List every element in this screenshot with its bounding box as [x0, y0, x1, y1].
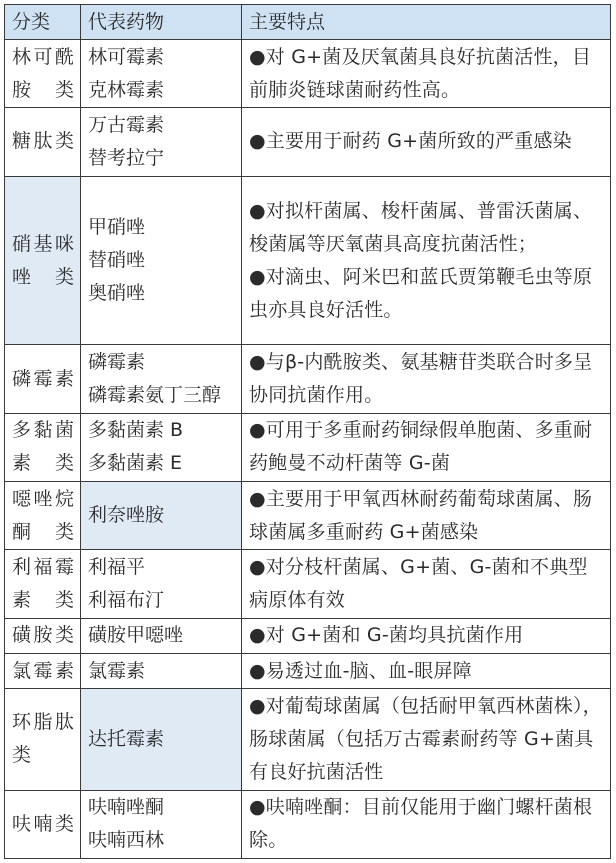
antibiotic-classes-table [4, 4, 611, 859]
feature-text: ●与β-内酰胺类、氨基糖苷类联合时多呈协同抗菌作用。 [249, 351, 593, 407]
table-row [5, 345, 611, 413]
drug-name: 磷霉素 [88, 351, 146, 374]
feature-text: ●呋喃唑酮：目前仅能用于幽门螺杆菌根除。 [249, 796, 593, 852]
feature-text: ●对分枝杆菌属、G+菌、G-菌和不典型病原体有效 [249, 556, 588, 612]
drug-name: 万古霉素 [88, 113, 165, 136]
table-row [5, 550, 611, 618]
drug-name: 替硝唑 [88, 249, 146, 272]
feature-text: ●对滴虫、阿米巴和蓝氏贾第鞭毛虫等原虫亦具良好活性。 [249, 265, 593, 321]
table-row [5, 790, 611, 858]
category-cell: 硝基咪唑类 [5, 176, 81, 345]
features-cell [242, 482, 611, 550]
table-row [5, 40, 611, 108]
drug-name: 磷霉素氨丁三醇 [88, 384, 222, 407]
features-cell [242, 550, 611, 618]
drug-name: 磺胺甲噁唑 [88, 624, 184, 647]
drug-name: 甲硝唑 [88, 216, 146, 239]
table-row [5, 689, 611, 790]
table-row [5, 176, 611, 345]
drugs-cell [81, 482, 242, 550]
features-cell [242, 413, 611, 481]
drugs-cell [81, 689, 242, 790]
features-cell [242, 790, 611, 858]
header-category: 分类 [5, 5, 81, 40]
features-cell [242, 618, 611, 653]
features-cell [242, 345, 611, 413]
drugs-cell [81, 618, 242, 653]
feature-text: ●对葡萄球菌属（包括耐甲氧西林菌株），肠球菌属（包括万古霉素耐药等 G+菌具有良好抗菌活性 [249, 694, 602, 783]
table-row [5, 413, 611, 481]
drugs-cell [81, 413, 242, 481]
header-drugs: 代表药物 [81, 5, 242, 40]
category-cell: 糖肽类 [5, 108, 81, 176]
drug-name: 多黏菌素 E [88, 452, 183, 475]
drug-name: 利福布汀 [88, 589, 165, 612]
drug-name: 奥硝唑 [88, 282, 146, 305]
drug-name: 呋喃西林 [88, 829, 165, 852]
drug-name: 替考拉宁 [88, 146, 165, 169]
drug-name: 克林霉素 [88, 78, 165, 101]
category-cell: 氯霉素 [5, 653, 81, 688]
category-cell: 磺胺类 [5, 618, 81, 653]
features-cell [242, 653, 611, 688]
drug-name: 利福平 [88, 556, 146, 579]
drugs-cell [81, 176, 242, 345]
feature-text: ●对拟杆菌属、梭杆菌属、普雷沃菌属、梭菌属等厌氧菌具高度抗菌活性； [249, 199, 593, 255]
header-features: 主要特点 [242, 5, 611, 40]
drugs-cell [81, 108, 242, 176]
category-cell: 利福霉素类 [5, 550, 81, 618]
feature-text: ●主要用于耐药 G+菌所致的严重感染 [249, 130, 572, 153]
feature-text: ●主要用于甲氧西林耐药葡萄球菌属、肠球菌属多重耐药 G+菌感染 [249, 487, 593, 543]
category-cell: 呋喃类 [5, 790, 81, 858]
category-cell: 环脂肽类 [5, 689, 81, 790]
category-cell: 噁唑烷酮类 [5, 482, 81, 550]
drug-name: 达托霉素 [88, 727, 165, 750]
drugs-cell [81, 550, 242, 618]
category-cell: 磷霉素 [5, 345, 81, 413]
feature-text: ●对 G+菌及厌氧菌具良好抗菌活性，目前肺炎链球菌耐药性高。 [249, 45, 592, 101]
table-row [5, 653, 611, 688]
features-cell [242, 40, 611, 108]
features-cell [242, 689, 611, 790]
header-row [5, 5, 611, 40]
category-cell: 林可酰胺类 [5, 40, 81, 108]
drug-name: 呋喃唑酮 [88, 796, 165, 819]
feature-text: ●对 G+菌和 G-菌均具抗菌作用 [249, 624, 524, 647]
drug-name: 林可霉素 [88, 45, 165, 68]
features-cell [242, 108, 611, 176]
drug-name: 氯霉素 [88, 659, 146, 682]
table-row [5, 108, 611, 176]
drug-name: 多黏菌素 B [88, 419, 184, 442]
category-cell: 多黏菌素类 [5, 413, 81, 481]
feature-text: ●可用于多重耐药铜绿假单胞菌、多重耐药鲍曼不动杆菌等 G-菌 [249, 419, 593, 475]
drugs-cell [81, 653, 242, 688]
feature-text: ●易透过血-脑、血-眼屏障 [249, 659, 472, 682]
features-cell [242, 176, 611, 345]
drugs-cell [81, 345, 242, 413]
table-row [5, 618, 611, 653]
drugs-cell [81, 790, 242, 858]
drug-name: 利奈唑胺 [88, 504, 165, 527]
drugs-cell [81, 40, 242, 108]
table-row [5, 482, 611, 550]
